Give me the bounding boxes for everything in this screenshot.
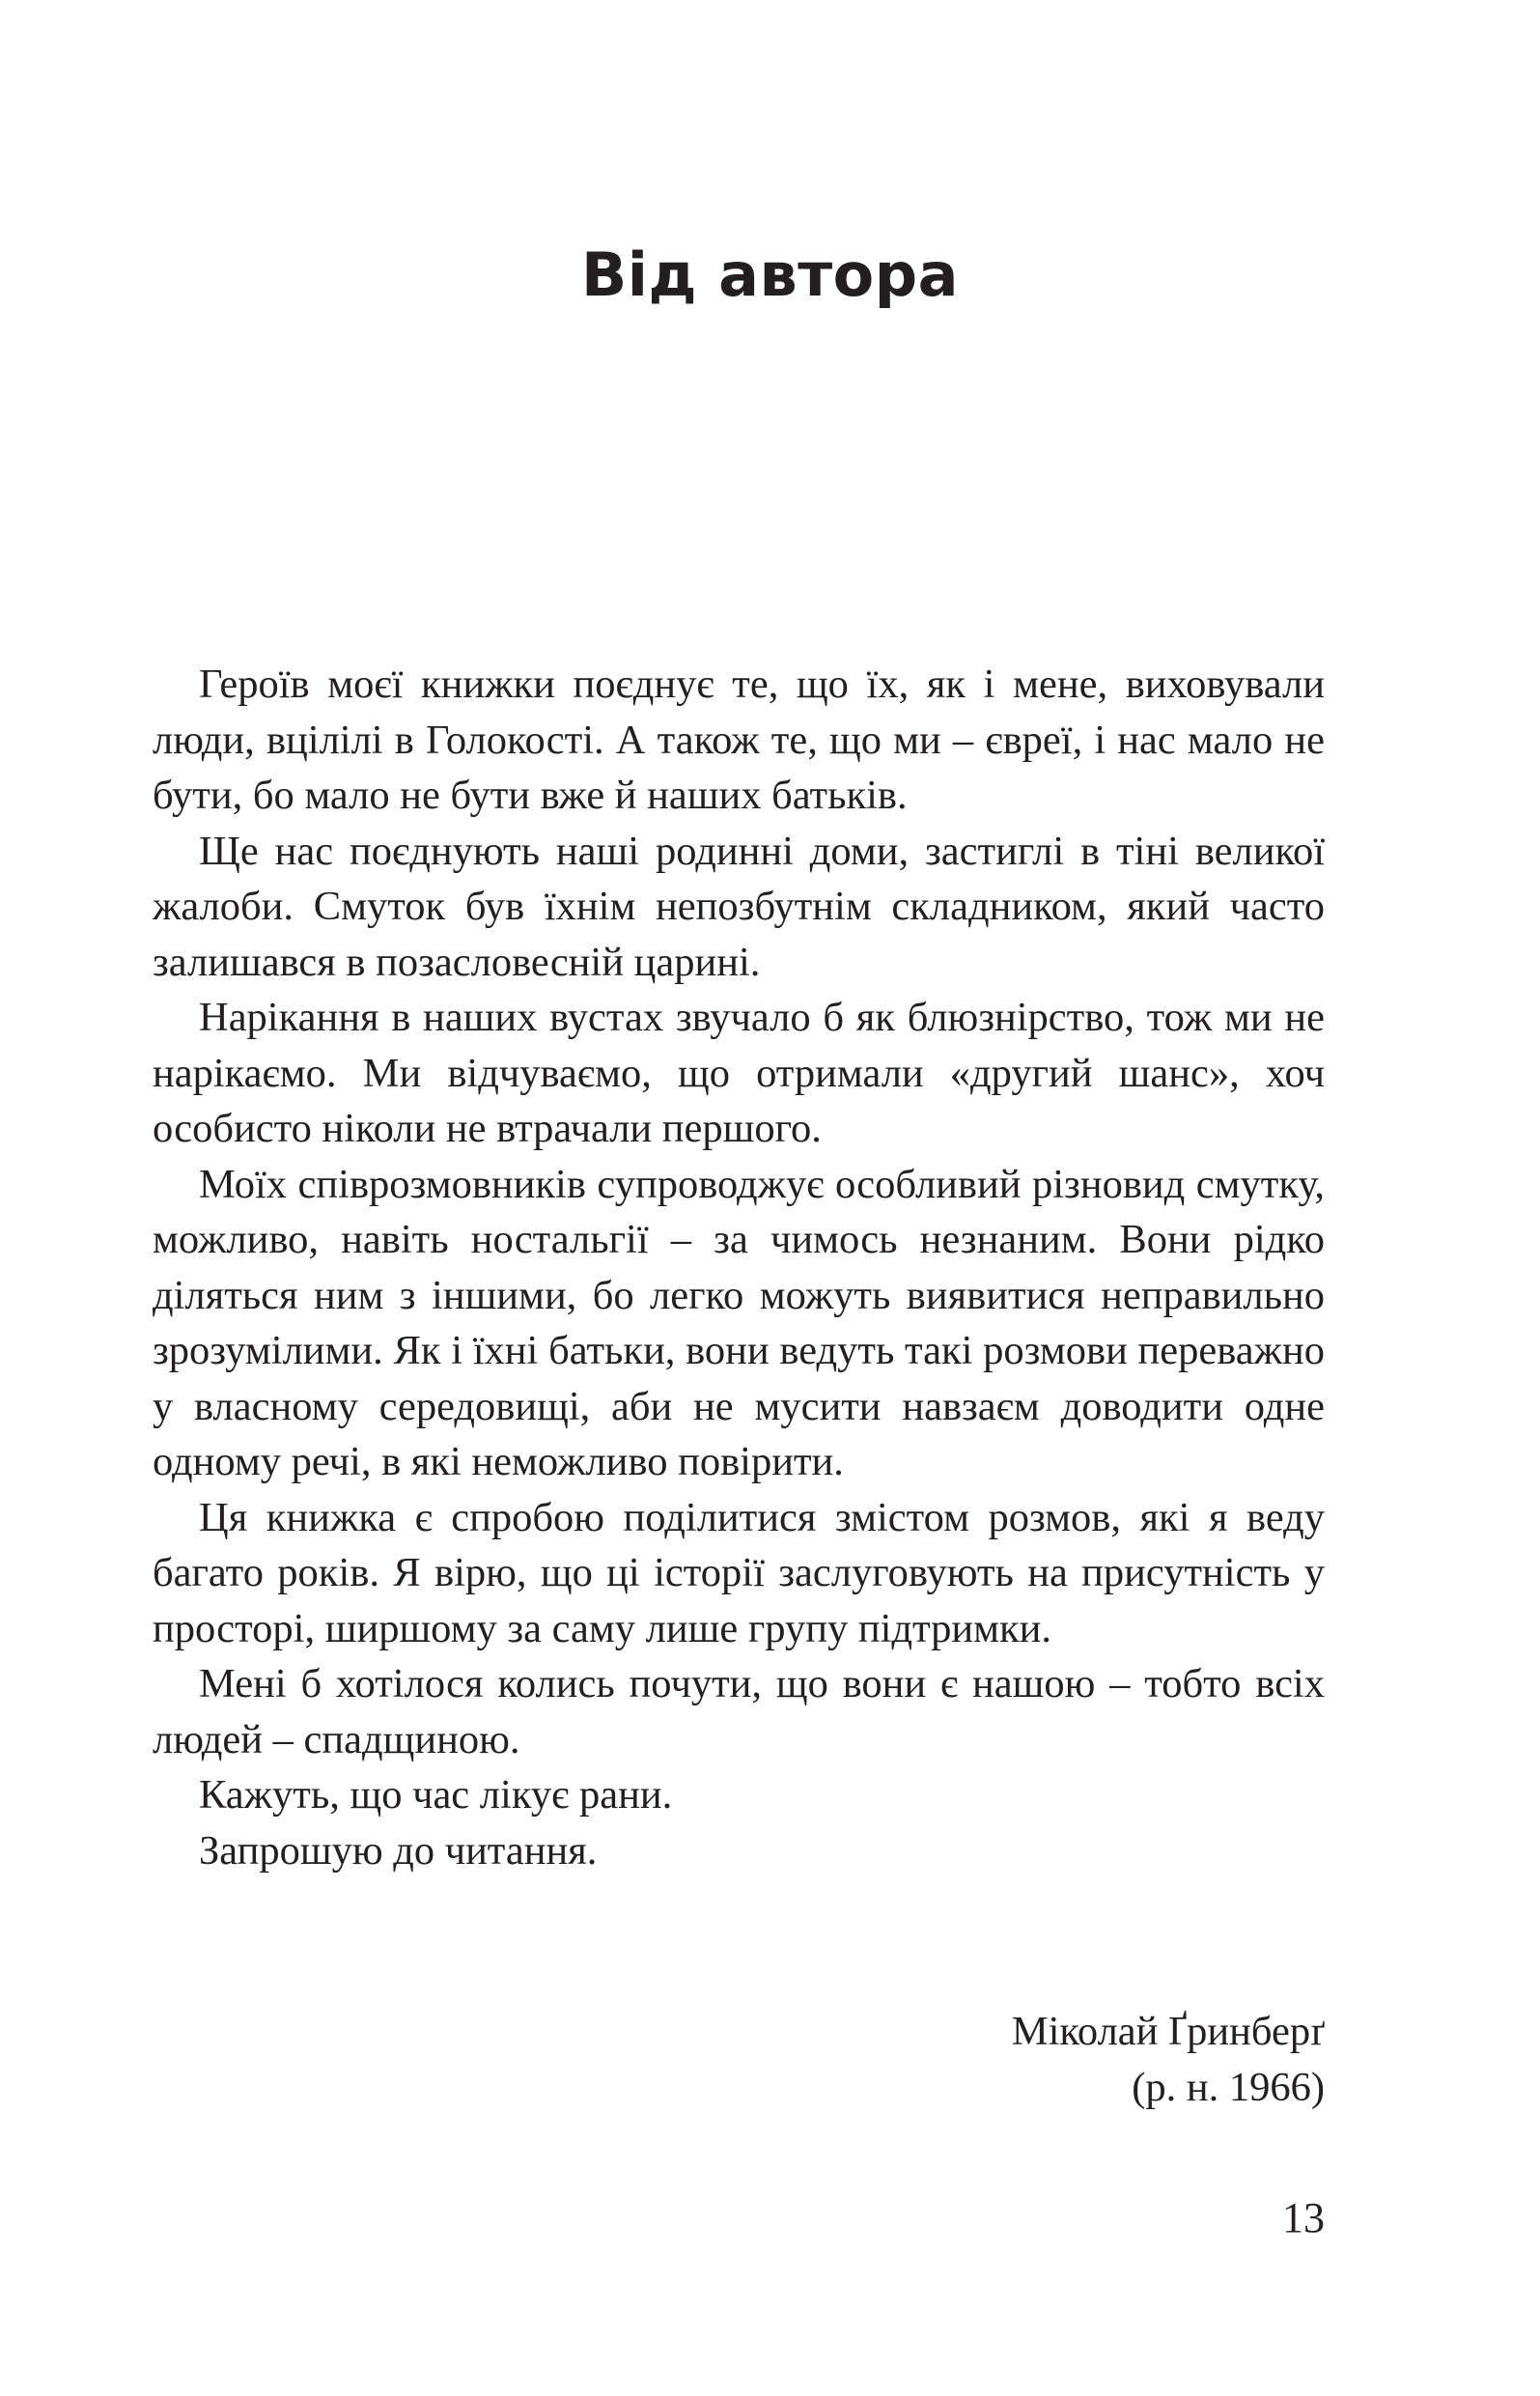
paragraph: Кажуть, що час лікує рани. [199, 1772, 673, 1818]
paragraph: Героїв моєї книжки поєднує те, що їх, як і мене, виховували люди, вцілілі в Голокості. А також те, що ми – євреї, і нас мало не бути, бо мало не бути вже й наших батьків. [153, 662, 1325, 818]
paragraph: Мені б хотілося колись почути, що вони є нашою – тобто всіх людей – спадщиною. [153, 1661, 1325, 1762]
paragraph: Нарікання в наших вустах звучало б як блюзнірство, тож ми не нарікаємо. Ми відчуваємо, що отримали «другий шанс», хоч особисто ніколи не втрачали першого. [153, 995, 1325, 1151]
paragraph: Ще нас поєднують наші родинні доми, застиглі в тіні великої жалоби. Смуток був їхнім непозбутнім складником, який часто залишався в позасловесній царині. [153, 828, 1325, 985]
page-title: Від автора [581, 240, 959, 310]
paragraph: Моїх співрозмовників супроводжує особливий різновид смутку, можливо, навіть ностальгії – за чимось незнаним. Вони рідко діляться ним з іншими, бо легко можуть виявитися неправильно зрозумілими. Як і їхні батьки, вони ведуть такі розмови переважно у власному середовищі, аби не мусити навзаєм доводити одне одному речі, в які неможливо повірити. [153, 1161, 1325, 1484]
author-birth-year: (р. н. 1966) [1132, 2065, 1325, 2110]
paragraph: Запрошую до читання. [199, 1827, 598, 1874]
author-name: Міколай Ґринберґ [1011, 2009, 1325, 2054]
author-signature [153, 2004, 1325, 2116]
page-number: 13 [1282, 2194, 1325, 2241]
body-text [153, 657, 1325, 1878]
paragraph: Ця книжка є спробою поділитися змістом розмов, які я веду багато років. Я вірю, що ці історії заслуговують на присутність у просторі, ширшому за саму лише групу підтримки. [153, 1494, 1325, 1651]
